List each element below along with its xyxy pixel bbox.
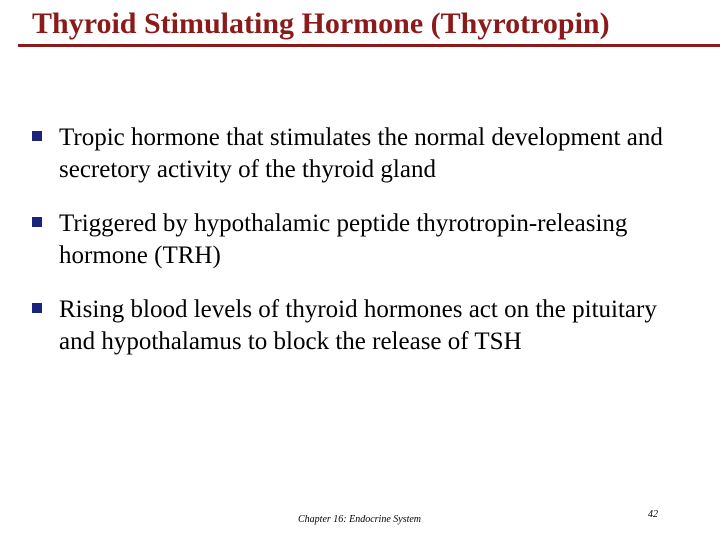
bullet-item-2 xyxy=(32,208,692,272)
square-bullet-icon xyxy=(32,303,42,313)
bullet-text: Triggered by hypothalamic peptide thyrotropin-releasing hormone (TRH) xyxy=(59,210,628,269)
square-bullet-icon xyxy=(32,217,42,227)
page-number: 42 xyxy=(648,509,658,520)
bullet-item-3 xyxy=(32,294,692,358)
slide-title: Thyroid Stimulating Hormone (Thyrotropin) xyxy=(32,7,610,40)
bullet-text: Tropic hormone that stimulates the normal development and secretory activity of the thyroid gland xyxy=(59,124,663,183)
title-underline xyxy=(18,44,720,47)
footer-chapter: Chapter 16: Endocrine System xyxy=(298,514,422,525)
square-bullet-icon xyxy=(32,131,42,141)
bullet-text: Rising blood levels of thyroid hormones act on the pituitary and hypothalamus to block the release of TSH xyxy=(59,296,657,355)
bullet-item-1 xyxy=(32,122,692,186)
bullet-list xyxy=(32,122,692,358)
